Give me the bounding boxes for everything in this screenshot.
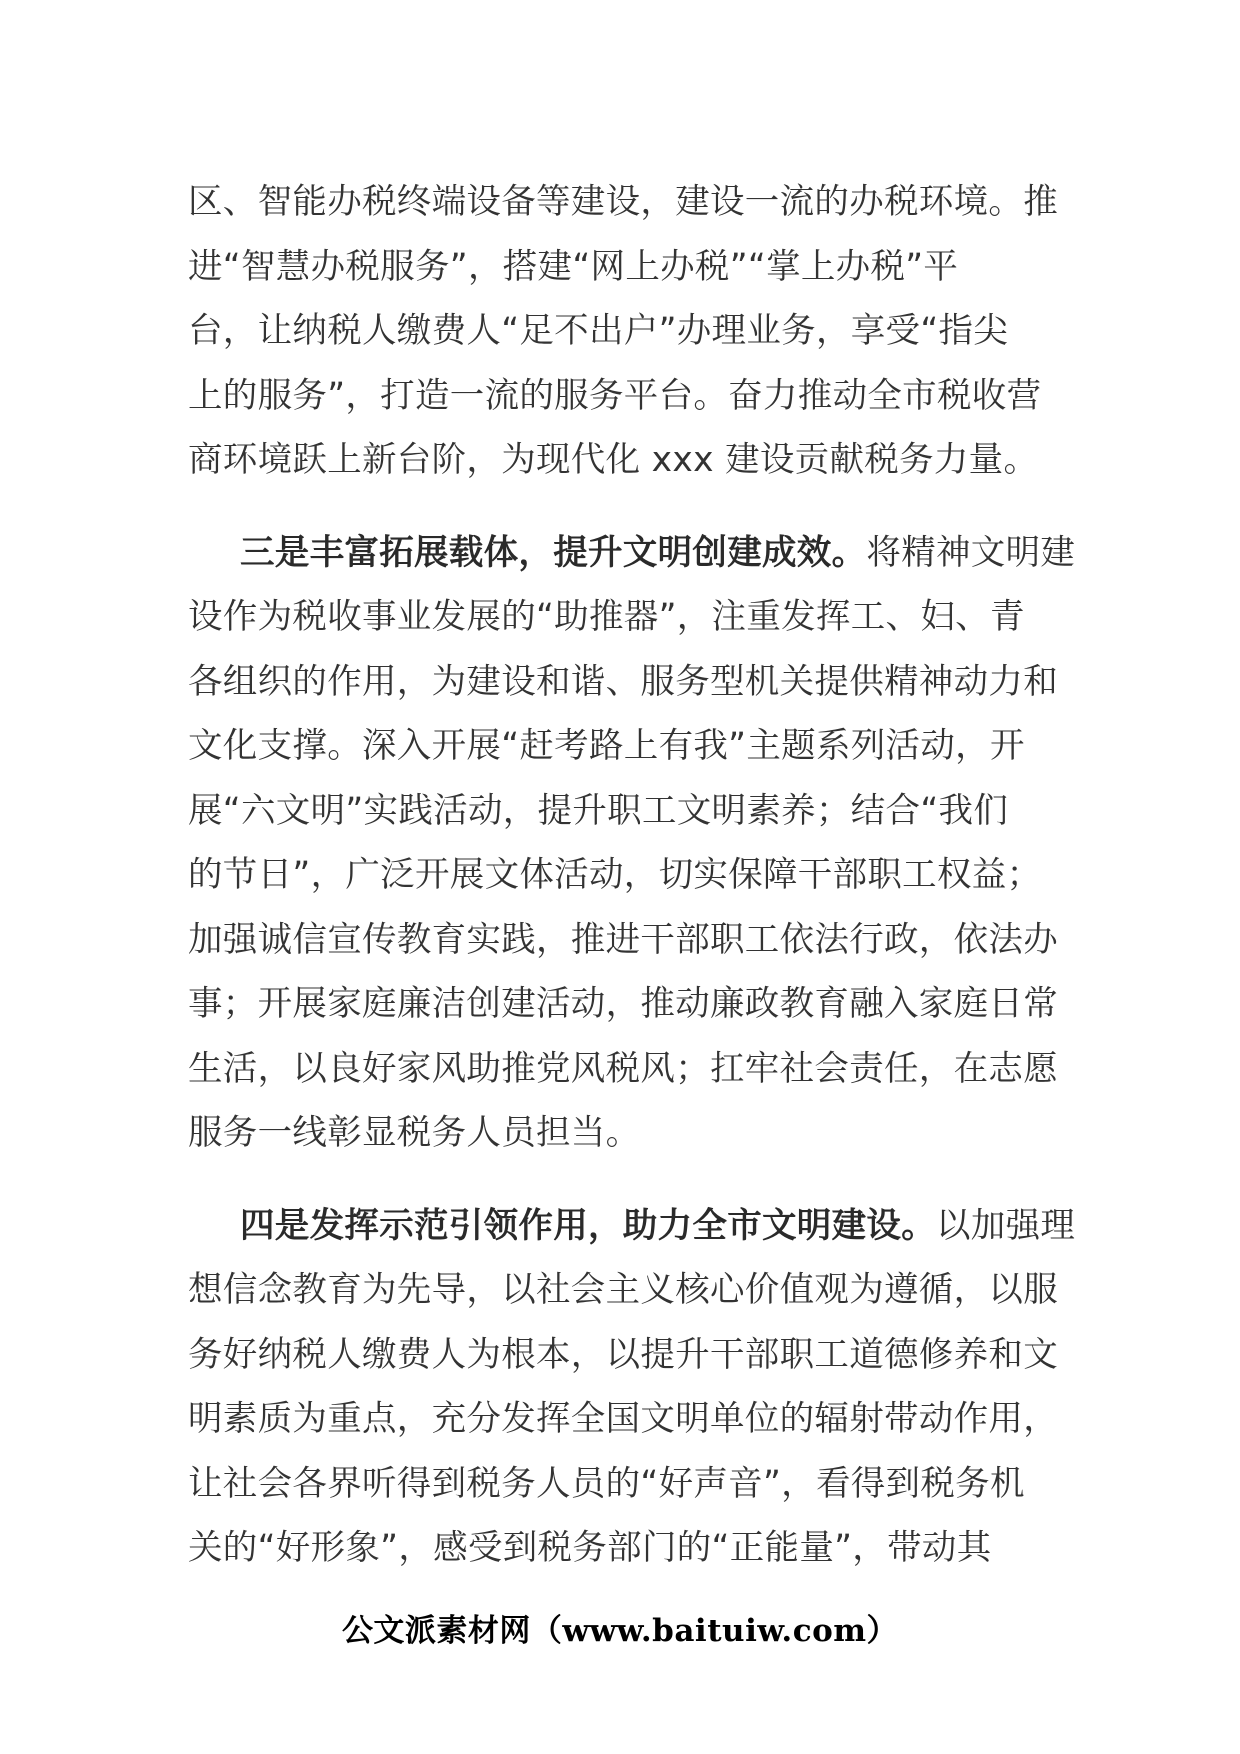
text-line: 务好纳税人缴费人为根本，以提升干部职工道德修养和文 [188,1334,1058,1375]
text-fragment: 将精神文明建 [866,532,1076,573]
text-line: 各组织的作用，为建设和谐、服务型机关提供精神动力和 [188,661,1058,702]
paragraph-point-three [188,521,1076,1166]
text-line: 明素质为重点，充分发挥全国文明单位的辐射带动作用， [188,1399,1058,1439]
text-line: 台，让纳税人缴费人“足不出户”办理业务，享受“指尖 [188,311,1009,351]
text-line: 事；开展家庭廉洁创建活动，推动廉政教育融入家庭日常 [188,984,1058,1024]
text-line: 想信念教育为先导，以社会主义核心价值观为遵循，以服 [188,1270,1058,1310]
text-line-first [188,1194,1076,1259]
page-footer-watermark: 公文派素材网（www.baituiw.com） [341,1613,899,1649]
text-line: 加强诚信宣传教育实践，推进干部职工依法行政，依法办 [188,919,1058,960]
paragraph-continued [188,170,1058,493]
text-line: 设作为税收事业发展的“助推器”，注重发挥工、妇、青 [188,597,1025,637]
text-line: 展“六文明”实践活动，提升职工文明素养；结合“我们 [188,790,1009,831]
text-line: 文化支撑。深入开展“赶考路上有我”主题系列活动，开 [188,726,1025,766]
text-line: 让社会各界听得到税务人员的“好声音”，看得到税务机 [188,1463,1025,1504]
text-line: 生活，以良好家风助推党风税风；扛牢社会责任，在志愿 [188,1048,1058,1089]
text-line: 的节日”，广泛开展文体活动，切实保障干部职工权益； [188,855,1042,895]
text-line: 服务一线彰显税务人员担当。 [188,1113,641,1153]
paragraph-lead-heading: 三是丰富拓展载体，提升文明创建成效。 [240,532,867,573]
document-body [188,170,1076,1609]
text-line: 区、智能办税终端设备等建设，建设一流的办税环境。推 [188,182,1058,222]
paragraph-point-four [188,1194,1076,1581]
text-line: 进“智慧办税服务”，搭建“网上办税”“掌上办税”平 [188,246,959,287]
text-fragment: 以加强理 [936,1205,1076,1246]
text-line: 上的服务”，打造一流的服务平台。奋力推动全市税收营 [188,375,1042,416]
text-line: 关的“好形象”，感受到税务部门的“正能量”，带动其 [188,1528,992,1568]
text-line: 商环境跃上新台阶，为现代化 xxx 建设贡献税务力量。 [188,440,1039,480]
paragraph-lead-heading: 四是发挥示范引领作用，助力全市文明建设。 [240,1205,936,1246]
text-line-first [188,521,1076,586]
